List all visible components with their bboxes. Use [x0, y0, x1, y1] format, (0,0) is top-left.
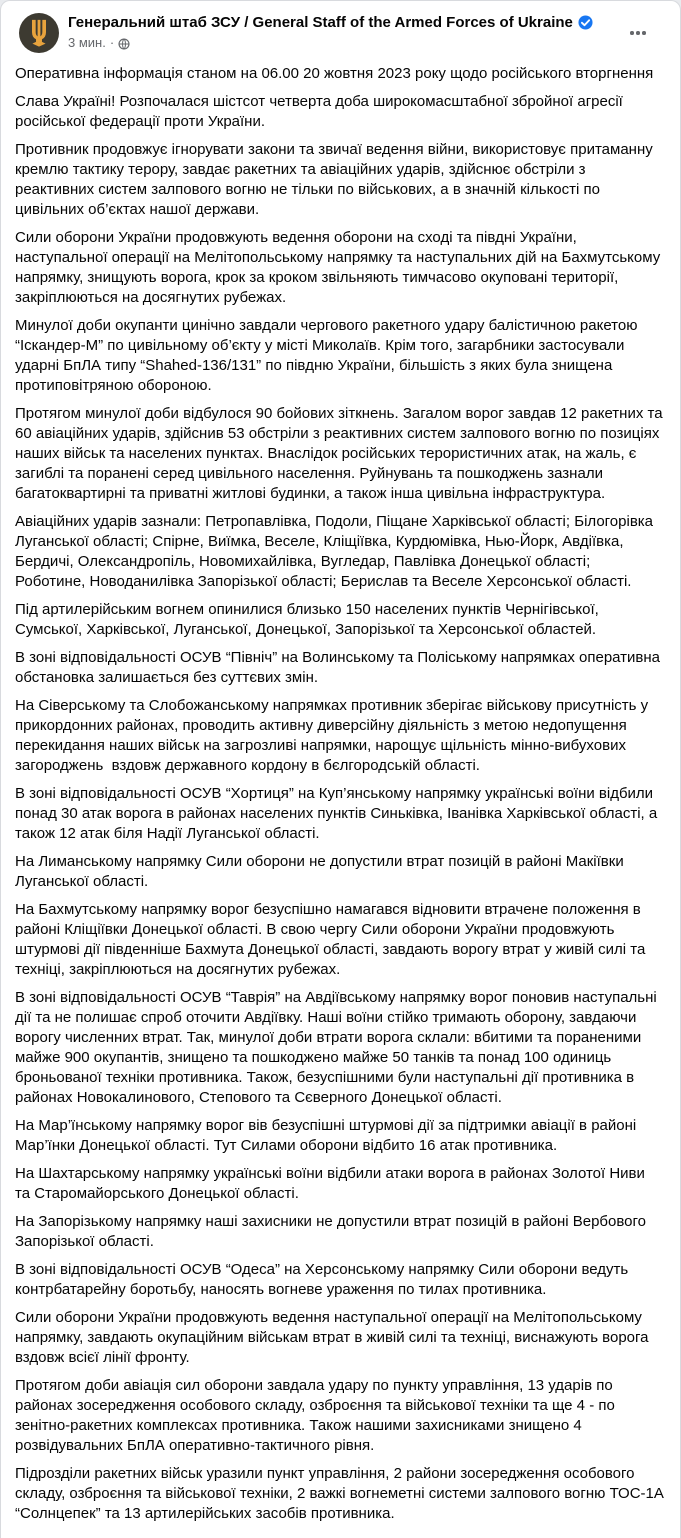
post-timestamp[interactable]: 3 мин. [68, 35, 106, 50]
post-paragraph: На Мар’їнському напрямку ворог вів безуспішні штурмові дії за підтримки авіації в районі Мар’їнки Донецької області. Тут Силами оборони відбито 16 атак противника. [15, 1117, 641, 1154]
header-info [68, 13, 622, 51]
post-paragraph: Підрозділи ракетних військ уразили пункт управління, 2 райони зосередження особового складу, озброєння та військової техніки, 2 важкі вогнеметні системи залпового вогню ТОС-1А “Солнцепек” та 13 артилерійських засобів противника. [15, 1465, 669, 1522]
post-paragraph: В зоні відповідальності ОСУВ “Хортиця” на Куп’янському напрямку українські воїни відбили понад 30 атак ворога в районах населених пунктів Синьківка, Іванівка Харківської області, а також 12 атак біля Надії Луганської області. [15, 785, 662, 842]
post-paragraph: Слава Україні! Розпочалася шістсот четверта доба широкомасштабної збройної агресії російської федерації проти України. [15, 93, 628, 130]
verified-badge-icon [578, 15, 593, 30]
page-avatar[interactable] [19, 13, 59, 53]
more-options-icon [630, 31, 634, 35]
post-paragraph: Авіаційних ударів зазнали: Петропавлівка, Подоли, Піщане Харківської області; Білогорівка Луганської області; Спірне, Виїмка, Веселе, Кліщіївка, Курдюмівка, Нью-Йорк, Авдіївка, Бердичі, Олександропіль, Новомихайлівка, Вугледар, Павлівка Донецької області; Роботине, Новоданилівка Запорізької області; Берислав та Веселе Херсонської області. [15, 513, 658, 590]
post-paragraph: Сили оборони України продовжують ведення оборони на сході та півдні України, наступальної операції на Мелітопольському напрямку та наступальних дій на Бахмутському напрямку, знищують ворога, крок за кроком звільняють тимчасово окуповані території, закріплюються на досягнутих рубежах. [15, 229, 665, 306]
page-name-row [68, 13, 622, 32]
post-paragraph: В зоні відповідальності ОСУВ “Одеса” на Херсонському напрямку Сили оборони ведуть контрбатарейну боротьбу, наносять вогневе ураження по тилах противника. [15, 1261, 633, 1298]
post-paragraph: Під артилерійським вогнем опинилися близько 150 населених пунктів Чернігівської, Сумської, Харківської, Луганської, Донецької, Запорізької та Херсонської областей. [15, 601, 604, 638]
post-paragraph: Сили оборони України продовжують ведення наступальної операції на Мелітопольському напрямку, завдають окупаційним військам втрат в живій силі та техніці, виснажують ворога вздовж всієї лінії фронту. [15, 1309, 653, 1366]
post-paragraph: На Лиманському напрямку Сили оборони не допустили втрат позицій в районі Макіївки Луганської області. [15, 853, 628, 890]
post-meta [68, 35, 622, 51]
post-paragraph: В зоні відповідальності ОСУВ “Північ” на Волинському та Поліському напрямках оперативна обстановка залишається без суттєвих змін. [15, 649, 665, 686]
post-paragraph: Протягом минулої доби відбулося 90 бойових зіткнень. Загалом ворог завдав 12 ракетних та 60 авіаційних ударів, здійснив 53 обстріли з реактивних систем залпового вогню по позиціях наших військ та населених пунктах. Внаслідок російських терористичних атак, на жаль, є загиблі та поранені серед цивільного населення. Руйнувань та пошкоджень зазнали багатоквартирні та приватні житлові будинки, а також інша цивільна інфраструктура. [15, 405, 667, 502]
post-paragraph: Минулої доби окупанти цинічно завдали чергового ракетного удару балістичною ракетою “Іскандер-М” по цивільному об’єкту у місті Миколаїв. Крім того, загарбники застосували ударні БпЛА типу “Shahed-136/131” по півдню України, більшість з яких була знищена протиповітряною обороною. [15, 317, 642, 394]
post-paragraph: Оперативна інформація станом на 06.00 20 жовтня 2023 року щодо російського вторгнення [15, 65, 654, 82]
post-paragraph: В зоні відповідальності ОСУВ “Таврія” на Авдіївському напрямку ворог поновив наступальні дії та не полишає спроб оточити Авдіївку. Наші воїни стійко тримають оборону, завдаючи ворогу численних втрат. Так, минулої доби втрати ворога склали: вбитими та пораненими майже 900 окупантів, знищено та пошкоджено майже 50 танків та понад 100 одиниць броньованої техніки противника. Також, безуспішними були наступальні дії противника в районах Новокалинового, Степового та Сєверного Донецької області. [15, 989, 661, 1106]
meta-separator: · [109, 35, 115, 50]
post-paragraph: На Запорізькому напрямку наші захисники не допустили втрат позицій в районі Вербового Запорізької області. [15, 1213, 651, 1250]
post-body [1, 57, 680, 1538]
post-paragraph: На Сіверському та Слобожанському напрямках противник зберігає військову присутність у прикордонних районах, проводить активну диверсійну діяльність з метою недопущення перекидання наших військ на загрозливі напрямки, нарощує щільність мінно-вибухових загороджень вздовж державного кордону в бєлгородській області. [15, 697, 653, 774]
page-name-link[interactable]: Генеральний штаб ЗСУ / General Staff of the Armed Forces of Ukraine [68, 14, 573, 31]
post-paragraph: Протягом доби авіація сил оборони завдала удару по пункту управління, 13 ударів по районах зосередження особового складу, озброєння та військової техніки та ще 4 - по зенітно-ракетних комплексах противника. Також нашими захисниками знищено 4 розвідувальних БпЛА оперативно-тактичного рівня. [15, 1377, 619, 1454]
globe-public-icon [118, 38, 130, 50]
more-options-icon [636, 31, 640, 35]
more-options-button[interactable] [622, 17, 654, 49]
post-paragraph: На Бахмутському напрямку ворог безуспішно намагався відновити втрачене положення в районі Кліщіївки Донецької області. В свою чергу Сили оборони України продовжують штурмові дії південніше Бахмута Донецької області, завдають ворогу втрат у живій силі та техніці, закріплюються на досягнутих рубежах. [15, 901, 650, 978]
post-paragraph: Противник продовжує ігнорувати закони та звичаї ведення війни, використовує притаманну кремлю тактику терору, завдає ракетних та авіаційних ударів, здійснює обстріли з реактивних систем залпового вогню не тільки по військових, а в значній кількості по цивільних об’єктах нашої держави. [15, 141, 657, 218]
post-header [1, 1, 680, 57]
post-paragraph: На Шахтарському напрямку українські воїни відбили атаки ворога в районах Золотої Ниви та Старомайорського Донецької області. [15, 1165, 650, 1202]
more-options-icon [642, 31, 646, 35]
ukraine-trident-icon [28, 19, 50, 47]
